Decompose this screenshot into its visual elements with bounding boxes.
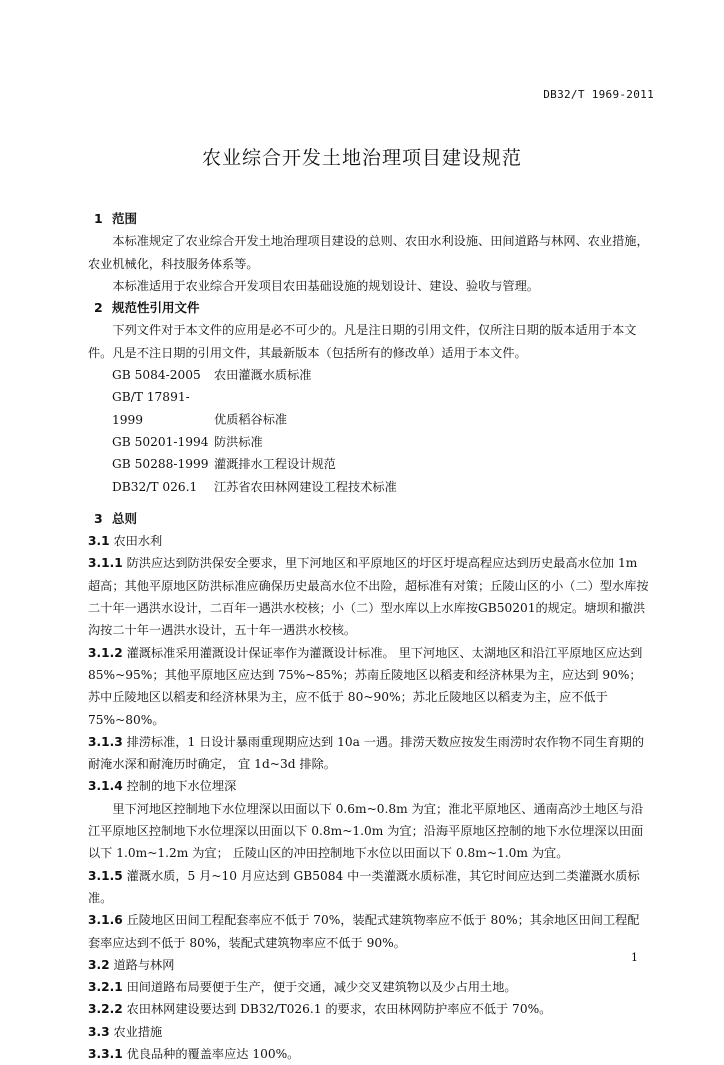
reference-name: 灌溉排水工程设计规范 [214, 457, 336, 472]
reference-code: GB 50288-1999 [112, 457, 209, 472]
clause-text: 丘陵地区田间工程配套率应不低于 70%，装配式建筑物率应不低于 80%；其余地区田间工程配套率应达到不低于 80%，装配式建筑物率应不低于 90%。 [88, 913, 640, 950]
reference-item [88, 476, 650, 498]
clause-text: 农田水利 [113, 534, 163, 549]
reference-item [88, 431, 650, 453]
clause-number: 3.1.2 [88, 645, 123, 660]
reference-code: GB/T 17891-1999 [112, 390, 190, 427]
document-title: 农业综合开发土地治理项目建设规范 [201, 147, 522, 169]
section-3-title: 总则 [112, 510, 138, 526]
clause-3-1-3 [88, 731, 650, 776]
clause-3-1-4 [88, 775, 650, 797]
clause-number: 3.1.4 [88, 779, 123, 794]
clause-number: 3.1.5 [88, 868, 123, 883]
section-1-heading [88, 208, 650, 230]
section-2-heading [88, 297, 650, 319]
clause-3-1-2 [88, 642, 650, 731]
document-body [88, 208, 650, 1065]
clause-3-1-1 [88, 552, 650, 641]
clause-3-1-6 [88, 909, 650, 954]
reference-item [88, 364, 650, 386]
clause-text: 控制的地下水位埋深 [126, 779, 237, 794]
document-code: DB32/T 1969-2011 [543, 88, 654, 101]
reference-list [88, 364, 650, 498]
section-2-intro: 下列文件对于本文件的应用是必不可少的。凡是注日期的引用文件，仅所注日期的版本适用于本文件。凡是不注日期的引用文件，其最新版本（包括所有的修改单）适用于本文件。 [88, 323, 637, 360]
section-2-title: 规范性引用文件 [112, 300, 200, 316]
reference-code: DB32/T 026.1 [112, 479, 198, 494]
clause-text: 灌溉水质，5 月~10 月应达到 GB5084 中一类灌溉水质标准，其它时间应达到二类灌溉水质标准。 [88, 868, 640, 905]
section-1-paragraph: 本标准适用于农业综合开发项目农田基础设施的规划设计、建设、验收与管理。 [112, 278, 539, 293]
section-1-title: 范围 [112, 211, 138, 226]
clause-text: 农业措施 [113, 1024, 163, 1039]
clause-number: 3.2.2 [88, 1002, 123, 1017]
clause-text: 排涝标准，1 日设计暴雨重现期应达到 10a 一遇。排涝天数应按发生雨涝时农作物不同生育期的耐淹水深和耐淹历时确定， 宜 1d~3d 排除。 [88, 734, 645, 772]
clause-3-1-4-body: 里下河地区控制地下水位埋深以田面以下 0.6m~0.8m 为宜；淮北平原地区、通南高沙土地区与沿江平原地区控制地下水位埋深以田面以下 0.8m~1.0m 为宜；沿海平原地区控制的地下水位埋深以田面以下 1.0m~1.2m 为宜； 丘陵山区的冲田控制地下水位以田面以下 0.8m~1.0m 为宜。 [88, 801, 644, 861]
clause-text: 灌溉标准采用灌溉设计保证率作为灌溉设计标准。 里下河地区、太湖地区和沿江平原地区应达到 85%~95%；其他平原地区应达到 75%~85%；苏南丘陵地区以稻麦和经济林果为主，应达到 90%；苏中丘陵地区以稻麦和经济林果为主，应不低于 80~90%；苏北丘陵地区以稻麦为主，应不低于 75%~80%。 [88, 645, 643, 727]
clause-3-3 [88, 1021, 650, 1043]
clause-3-1 [88, 530, 650, 552]
clause-number: 3.1.1 [88, 556, 123, 571]
clause-number: 3.1 [88, 534, 110, 549]
clause-3-2-1 [88, 976, 650, 998]
reference-name: 农田灌溉水质标准 [214, 368, 312, 383]
reference-code: GB 50201-1994 [112, 434, 209, 449]
section-3-number: 3 [94, 510, 103, 526]
section-1-paragraph: 本标准规定了农业综合开发土地治理项目建设的总则、农田水利设施、田间道路与林网、农业措施，农业机械化，科技服务体系等。 [88, 234, 649, 271]
clause-text: 防洪应达到防洪保安全要求，里下河地区和平原地区的圩区圩堤高程应达到历史最高水位加 1m 超高；其他平原地区防洪标准应确保历史最高水位不出险，超标准有对策；丘陵山区的小（二）型水库按二十年一遇洪水设计，二百年一遇洪水校核；小（二）型水库以上水库按GB50201的规定。塘坝和撤洪沟按二十年一遇洪水设计，五十年一遇洪水校核。 [88, 556, 649, 638]
section-1-number: 1 [94, 211, 103, 226]
section-spacer [88, 498, 650, 508]
clause-number: 3.1.6 [88, 913, 123, 928]
clause-number: 3.3.1 [88, 1046, 123, 1061]
clause-number: 3.3 [88, 1024, 110, 1039]
clause-text: 田间道路布局要便于生产，便于交通，减少交叉建筑物以及少占用土地。 [126, 980, 517, 995]
clause-3-1-5 [88, 865, 650, 910]
clause-text: 优良品种的覆盖率应达 100%。 [126, 1046, 300, 1061]
page-number: 1 [631, 951, 638, 964]
reference-name: 优质稻谷标准 [214, 412, 288, 427]
clause-number: 3.2 [88, 957, 110, 972]
clause-text: 道路与林网 [113, 957, 175, 972]
reference-name: 江苏省农田林网建设工程技术标准 [214, 479, 397, 494]
reference-item [88, 453, 650, 475]
section-3-heading [88, 508, 650, 530]
reference-code: GB 5084-2005 [112, 368, 201, 383]
clause-3-2 [88, 954, 650, 976]
clause-3-2-2 [88, 998, 650, 1020]
section-2-number: 2 [94, 300, 103, 316]
clause-3-3-1 [88, 1043, 650, 1065]
reference-item [88, 386, 650, 431]
reference-name: 防洪标准 [214, 434, 263, 449]
clause-number: 3.1.3 [88, 734, 123, 749]
clause-number: 3.2.1 [88, 980, 123, 995]
clause-text: 农田林网建设要达到 DB32/T026.1 的要求，农田林网防护率应不低于 70%。 [126, 1002, 552, 1017]
